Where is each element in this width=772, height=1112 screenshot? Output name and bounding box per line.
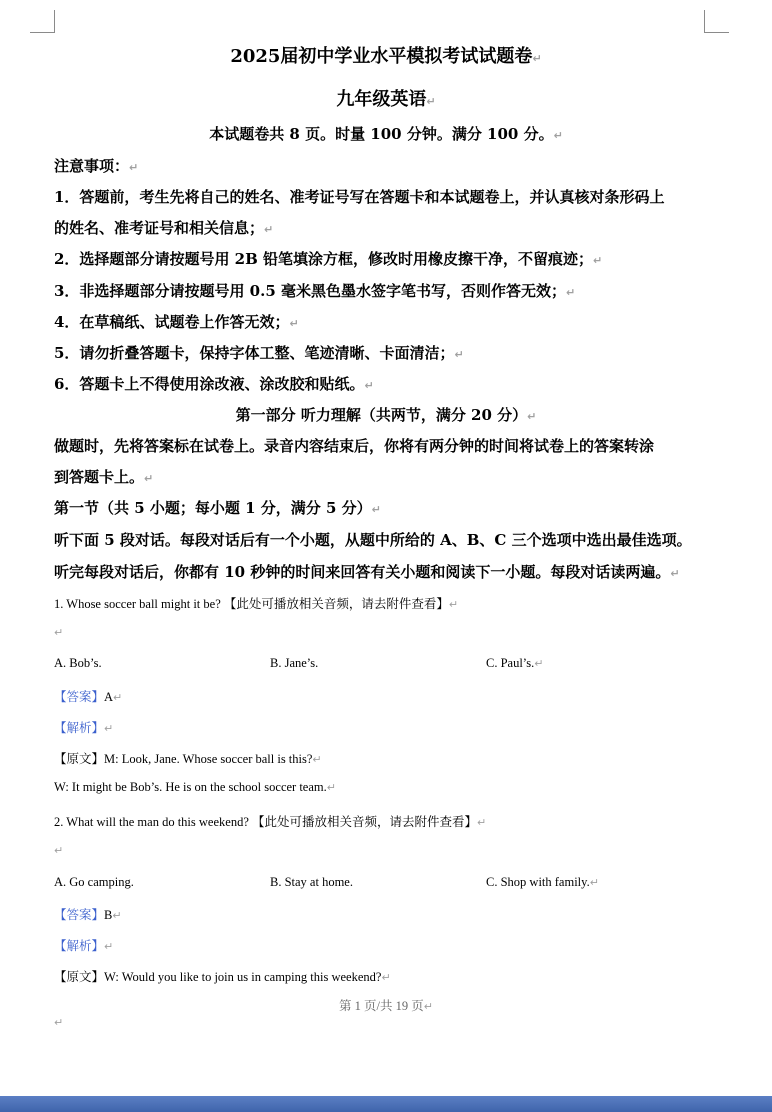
question-2-stem: 2. What will the man do this weekend? 【此处可播放相关音频，请去附件查看】↵ bbox=[54, 815, 487, 829]
part1-heading: 第一部分 听力理解（共两节，满分 20 分）↵ bbox=[235, 406, 537, 424]
question-1-script-line-2: W: It might be Bob’s. He is on the school soccer team.↵ bbox=[54, 780, 336, 794]
question-1-option-c: C. Paul’s.↵ bbox=[486, 656, 544, 670]
notice-item-1b: 的姓名、准考证号和相关信息；↵ bbox=[54, 219, 274, 237]
empty-paragraph: ↵ bbox=[54, 844, 64, 857]
notice-item-4: 4．在草稿纸、试题卷上作答无效；↵ bbox=[54, 313, 299, 331]
page-footer: 第 1 页/共 19 页↵ bbox=[339, 999, 433, 1013]
question-1-option-a: A. Bob’s. bbox=[54, 656, 102, 670]
window-bottom-bar bbox=[0, 1096, 772, 1112]
notice-heading: 注意事项：↵ bbox=[54, 157, 139, 175]
section1-instruction-a: 听下面 5 段对话。每段对话后有一个小题，从题中所给的 A、B、C 三个选项中选出最佳选项。 bbox=[54, 531, 692, 549]
question-1-script-line-1: 【原文】M: Look, Jane. Whose soccer ball is this?↵ bbox=[54, 752, 322, 766]
question-2-option-c: C. Shop with family.↵ bbox=[486, 875, 599, 889]
part1-instruction-a: 做题时，先将答案标在试卷上。录音内容结束后，你将有两分钟的时间将试卷上的答案转涂 bbox=[54, 437, 655, 455]
crop-mark-top-left bbox=[30, 10, 55, 33]
question-1-analysis: 【解析】↵ bbox=[54, 721, 114, 735]
question-2-answer: 【答案】B↵ bbox=[54, 908, 122, 922]
notice-item-3: 3．非选择题部分请按题号用 0.5 毫米黑色墨水签字笔书写，否则作答无效；↵ bbox=[54, 282, 576, 300]
section1-instruction-b: 听完每段对话后，你都有 10 秒钟的时间来回答有关小题和阅读下一小题。每段对话读两遍。↵ bbox=[54, 563, 680, 581]
notice-item-1a: 1．答题前，考生先将自己的姓名、准考证号写在答题卡和本试题卷上，并认真核对条形码上 bbox=[54, 188, 665, 206]
exam-title: 2025届初中学业水平模拟考试试题卷↵ bbox=[230, 46, 542, 67]
notice-item-6: 6．答题卡上不得使用涂改液、涂改胶和贴纸。↵ bbox=[54, 375, 374, 393]
empty-paragraph: ↵ bbox=[54, 626, 64, 639]
question-1-option-b: B. Jane’s. bbox=[270, 656, 319, 670]
question-1-stem: 1. Whose soccer ball might it be? 【此处可播放相关音频，请去附件查看】↵ bbox=[54, 597, 459, 611]
question-1-answer: 【答案】A↵ bbox=[54, 690, 123, 704]
question-2-option-a: A. Go camping. bbox=[54, 875, 134, 889]
notice-item-5: 5．请勿折叠答题卡，保持字体工整、笔迹清晰、卡面清洁；↵ bbox=[54, 344, 464, 362]
question-2-analysis: 【解析】↵ bbox=[54, 939, 114, 953]
section1-heading: 第一节（共 5 小题；每小题 1 分，满分 5 分）↵ bbox=[54, 499, 381, 517]
exam-info: 本试题卷共 8 页。时量 100 分钟。满分 100 分。↵ bbox=[209, 125, 563, 143]
subject-title: 九年级英语↵ bbox=[336, 89, 436, 110]
question-2-script-line-1: 【原文】W: Would you like to join us in camping this weekend?↵ bbox=[54, 970, 391, 984]
empty-paragraph: ↵ bbox=[54, 1016, 64, 1029]
question-2-option-b: B. Stay at home. bbox=[270, 875, 353, 889]
notice-item-2: 2．选择题部分请按题号用 2B 铅笔填涂方框，修改时用橡皮擦干净，不留痕迹；↵ bbox=[54, 250, 603, 268]
part1-instruction-b: 到答题卡上。↵ bbox=[54, 468, 154, 486]
crop-mark-top-right bbox=[704, 10, 729, 33]
